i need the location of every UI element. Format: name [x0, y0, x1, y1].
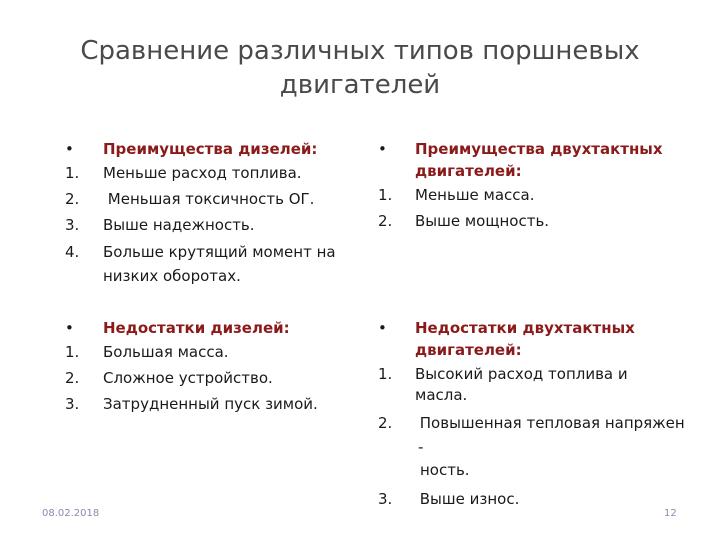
item-number: 4. — [65, 243, 80, 261]
list-heading-row — [65, 136, 340, 160]
item-number: 2. — [65, 190, 80, 208]
bullet-marker: • — [65, 140, 74, 158]
item-text: Выше надежность. — [103, 216, 255, 234]
item-number: 2. — [378, 212, 393, 230]
item-text: Меньшая токсичность ОГ. — [103, 190, 315, 208]
list-item — [378, 486, 703, 512]
list-heading-row — [378, 315, 703, 361]
item-text: Выше мощность. — [415, 212, 550, 230]
item-text-continuation: ность. — [420, 461, 470, 479]
list-item — [378, 410, 703, 436]
item-number: 1. — [378, 365, 393, 383]
bullet-marker: • — [378, 140, 387, 158]
list-item — [65, 238, 340, 288]
list-item — [65, 339, 355, 365]
list-item — [65, 212, 340, 238]
item-number: 1. — [378, 186, 393, 204]
slide-title: Сравнение различных типов поршневых двигателей — [80, 36, 640, 100]
twostroke-advantages-heading: Преимущества двухтактных двигателей: — [415, 140, 663, 180]
diesel-disadvantages-heading: Недостатки дизелей: — [103, 319, 290, 337]
diesel-advantages — [65, 136, 340, 288]
twostroke-disadvantages — [378, 315, 703, 512]
item-number: 3. — [378, 490, 393, 508]
item-number: 2. — [378, 414, 393, 432]
item-number: 1. — [65, 164, 80, 182]
item-number: 1. — [65, 343, 80, 361]
footer-date: 08.02.2018 — [42, 508, 100, 519]
item-text: Затрудненный пуск зимой. — [103, 395, 318, 413]
list-item — [65, 365, 355, 391]
item-text: Меньше расход топлива. — [103, 164, 302, 182]
item-text: Меньше масса. — [415, 186, 535, 204]
item-text: Повышенная тепловая напряжен — [415, 414, 685, 432]
page-number: 12 — [664, 508, 677, 519]
list-item — [378, 182, 678, 208]
continuation-line — [378, 458, 703, 482]
hyphen-text: - — [418, 438, 424, 456]
twostroke-advantages — [378, 136, 678, 234]
item-text: Больше крутящий момент на низких оборотах. — [103, 243, 336, 285]
item-text: Сложное устройство. — [103, 369, 273, 387]
twostroke-disadvantages-heading: Недостатки двухтактных двигателей: — [415, 319, 635, 359]
list-item — [378, 364, 703, 406]
item-text: Высокий расход топлива и масла. — [415, 365, 628, 404]
item-number: 2. — [65, 369, 80, 387]
list-item — [65, 186, 340, 212]
diesel-disadvantages — [65, 315, 355, 417]
item-text: Выше износ. — [415, 490, 520, 508]
list-item — [65, 391, 355, 417]
diesel-advantages-heading: Преимущества дизелей: — [103, 140, 318, 158]
bullet-marker: • — [65, 319, 74, 337]
list-heading-row — [65, 315, 355, 339]
bullet-marker: • — [378, 319, 387, 337]
hyphen-line — [378, 436, 703, 458]
item-number: 3. — [65, 216, 80, 234]
list-heading-row — [378, 136, 678, 182]
item-number: 3. — [65, 395, 80, 413]
list-item — [65, 160, 340, 186]
list-item — [378, 208, 678, 234]
item-text: Большая масса. — [103, 343, 229, 361]
